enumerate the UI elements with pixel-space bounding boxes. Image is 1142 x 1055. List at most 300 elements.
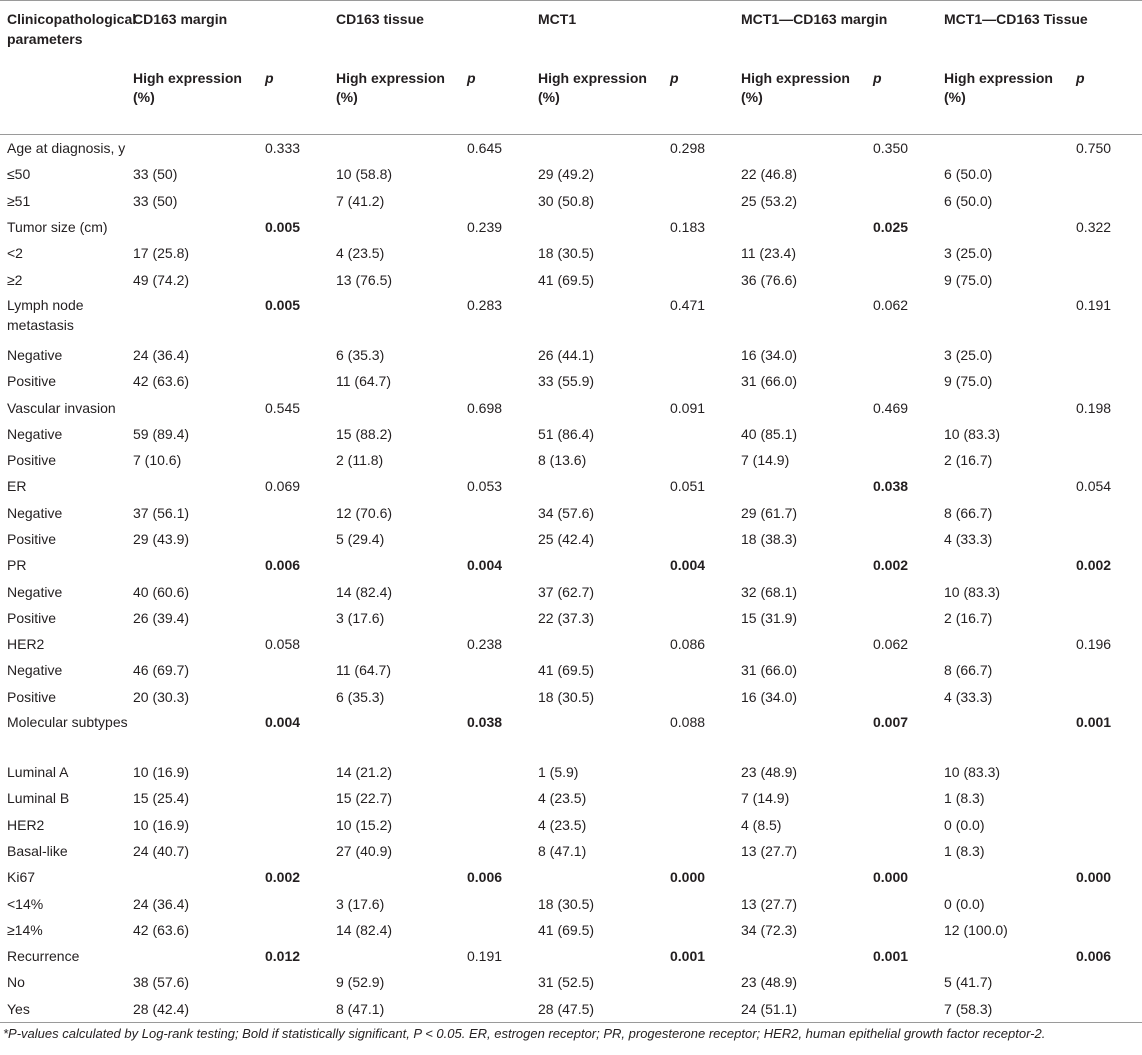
table-row xyxy=(0,969,1142,995)
cell-p-value xyxy=(265,917,336,943)
cell-high-expression: 17 (25.8) xyxy=(133,245,190,262)
cell-high-expression xyxy=(133,214,265,240)
cell-p-value xyxy=(873,684,944,710)
cell-p-value: 0.333 xyxy=(265,140,301,157)
table-row xyxy=(0,684,1142,710)
cell-high-expression xyxy=(944,710,1076,759)
cell-p-value xyxy=(265,368,336,394)
cell-high-expression: 3 (25.0) xyxy=(944,245,993,262)
cell-p-value xyxy=(873,526,944,552)
cell-p-value xyxy=(265,996,336,1023)
header-group-cd163-tissue: CD163 tissue xyxy=(336,1,538,67)
row-label: No xyxy=(7,974,25,991)
row-label: ≥51 xyxy=(7,192,31,209)
cell-p-value xyxy=(265,657,336,683)
cell-high-expression: 5 (41.7) xyxy=(944,974,993,991)
row-label: Negative xyxy=(7,662,63,679)
cell-p-value xyxy=(467,188,538,214)
header-row-sub xyxy=(0,66,1142,135)
cell-high-expression: 33 (50) xyxy=(133,192,178,209)
cell-p-value: 0.000 xyxy=(1076,869,1112,886)
table-row xyxy=(0,214,1142,240)
header-group-mct1-cd163-margin: MCT1—CD163 margin xyxy=(741,1,944,67)
cell-high-expression xyxy=(741,394,873,420)
cell-p-value: 0.002 xyxy=(265,869,301,886)
header-group-cd163-margin: CD163 margin xyxy=(133,1,336,67)
cell-high-expression: 26 (39.4) xyxy=(133,609,190,626)
cell-high-expression: 37 (62.7) xyxy=(538,583,595,600)
cell-high-expression xyxy=(741,864,873,890)
cell-p-value xyxy=(670,526,741,552)
cell-high-expression: 8 (66.7) xyxy=(944,504,993,521)
cell-p-value xyxy=(873,240,944,266)
cell-high-expression: 29 (49.2) xyxy=(538,166,595,183)
cell-p-value xyxy=(265,161,336,187)
row-label: PR xyxy=(7,557,27,574)
cell-p-value xyxy=(467,500,538,526)
cell-p-value xyxy=(1076,684,1142,710)
cell-high-expression: 4 (23.5) xyxy=(538,816,587,833)
header-sub-high: High expression (%) xyxy=(741,66,873,135)
cell-high-expression: 3 (17.6) xyxy=(336,895,385,912)
cell-p-value xyxy=(1076,996,1142,1023)
table-row xyxy=(0,500,1142,526)
cell-high-expression: 18 (30.5) xyxy=(538,895,595,912)
row-label: Lymph node metastasis xyxy=(7,296,84,333)
cell-high-expression: 37 (56.1) xyxy=(133,504,190,521)
cell-high-expression xyxy=(336,214,467,240)
cell-p-value: 0.002 xyxy=(873,557,909,574)
cell-p-value xyxy=(670,785,741,811)
cell-high-expression: 18 (30.5) xyxy=(538,688,595,705)
cell-high-expression: 7 (41.2) xyxy=(336,192,385,209)
cell-p-value xyxy=(873,368,944,394)
cell-high-expression xyxy=(944,293,1076,342)
cell-p-value: 0.239 xyxy=(467,219,503,236)
row-label: Luminal B xyxy=(7,790,70,807)
cell-high-expression: 4 (8.5) xyxy=(741,816,782,833)
cell-p-value xyxy=(1076,578,1142,604)
row-label: ER xyxy=(7,478,27,495)
cell-high-expression xyxy=(336,710,467,759)
cell-high-expression: 8 (66.7) xyxy=(944,662,993,679)
cell-p-value: 0.298 xyxy=(670,140,706,157)
cell-high-expression: 28 (47.5) xyxy=(538,996,670,1023)
row-label: Tumor size (cm) xyxy=(7,219,108,236)
header-sub-p: p xyxy=(467,66,538,135)
header-sub-high: High expression (%) xyxy=(336,66,467,135)
cell-high-expression: 25 (42.4) xyxy=(538,531,595,547)
row-label: Negative xyxy=(7,504,63,521)
cell-high-expression: 2 (11.8) xyxy=(336,452,384,469)
cell-p-value xyxy=(873,785,944,811)
cell-high-expression: 10 (15.2) xyxy=(336,816,393,833)
cell-p-value xyxy=(670,917,741,943)
cell-high-expression: 42 (63.6) xyxy=(133,373,190,390)
cell-high-expression: 4 (33.3) xyxy=(944,688,993,705)
cell-p-value xyxy=(265,812,336,838)
cell-high-expression: 10 (58.8) xyxy=(336,166,393,183)
row-label: Age at diagnosis, y xyxy=(7,140,126,157)
table-row xyxy=(0,578,1142,604)
cell-high-expression: 5 (29.4) xyxy=(336,531,385,547)
cell-p-value xyxy=(467,684,538,710)
cell-p-value xyxy=(467,969,538,995)
cell-high-expression: 33 (55.9) xyxy=(538,373,595,390)
table-row xyxy=(0,890,1142,916)
cell-high-expression xyxy=(538,943,670,969)
cell-p-value: 0.698 xyxy=(467,399,503,416)
cell-p-value xyxy=(1076,368,1142,394)
cell-p-value xyxy=(670,161,741,187)
cell-high-expression: 14 (82.4) xyxy=(336,583,393,600)
cell-high-expression: 22 (37.3) xyxy=(538,609,595,626)
cell-high-expression: 8 (47.1) xyxy=(538,842,587,859)
cell-p-value: 0.038 xyxy=(467,713,503,730)
table-body xyxy=(0,135,1142,1023)
cell-high-expression: 10 (83.3) xyxy=(944,425,1001,442)
cell-high-expression: 41 (69.5) xyxy=(538,271,595,288)
cell-high-expression: 42 (63.6) xyxy=(133,921,190,938)
cell-p-value xyxy=(873,421,944,447)
cell-p-value: 0.051 xyxy=(670,478,706,495)
cell-p-value xyxy=(467,161,538,187)
cell-high-expression: 15 (88.2) xyxy=(336,425,393,442)
cell-high-expression xyxy=(538,473,670,499)
table-row xyxy=(0,266,1142,292)
cell-high-expression: 8 (47.1) xyxy=(336,996,467,1023)
cell-high-expression xyxy=(944,943,1076,969)
row-label: Positive xyxy=(7,452,57,469)
cell-p-value xyxy=(1076,342,1142,368)
row-label: Negative xyxy=(7,425,63,442)
cell-p-value: 0.006 xyxy=(1076,948,1112,965)
cell-p-value: 0.198 xyxy=(1076,399,1112,416)
cell-p-value xyxy=(1076,161,1142,187)
cell-high-expression xyxy=(538,552,670,578)
cell-p-value xyxy=(265,240,336,266)
cell-high-expression: 13 (76.5) xyxy=(336,271,393,288)
cell-high-expression: 11 (23.4) xyxy=(741,245,796,262)
cell-p-value xyxy=(467,368,538,394)
cell-p-value xyxy=(873,969,944,995)
cell-p-value xyxy=(467,657,538,683)
cell-p-value xyxy=(1076,447,1142,473)
cell-high-expression: 4 (33.3) xyxy=(944,531,993,547)
cell-p-value: 0.183 xyxy=(670,219,706,236)
cell-p-value xyxy=(670,657,741,683)
cell-p-value xyxy=(1076,657,1142,683)
cell-p-value xyxy=(467,240,538,266)
table-row xyxy=(0,342,1142,368)
cell-high-expression xyxy=(741,631,873,657)
cell-high-expression: 6 (50.0) xyxy=(944,166,993,183)
cell-p-value xyxy=(1076,890,1142,916)
cell-high-expression: 31 (52.5) xyxy=(538,974,595,991)
cell-p-value xyxy=(1076,838,1142,864)
cell-high-expression: 33 (50) xyxy=(133,166,178,183)
cell-high-expression: 12 (100.0) xyxy=(944,921,1008,938)
cell-p-value xyxy=(670,342,741,368)
cell-p-value: 0.007 xyxy=(873,713,909,730)
cell-high-expression: 3 (17.6) xyxy=(336,609,385,626)
cell-p-value xyxy=(670,969,741,995)
cell-high-expression: 15 (31.9) xyxy=(741,609,798,626)
cell-p-value: 0.000 xyxy=(873,869,909,886)
cell-p-value xyxy=(670,996,741,1023)
row-label: Molecular subtypes xyxy=(7,713,128,730)
row-label: Vascular invasion xyxy=(7,399,116,416)
cell-p-value xyxy=(467,421,538,447)
row-label: <14% xyxy=(7,895,44,912)
cell-p-value xyxy=(1076,605,1142,631)
cell-p-value xyxy=(467,838,538,864)
row-label: Negative xyxy=(7,583,63,600)
cell-high-expression xyxy=(133,293,265,342)
cell-p-value xyxy=(873,917,944,943)
cell-high-expression: 13 (27.7) xyxy=(741,842,798,859)
cell-high-expression: 32 (68.1) xyxy=(741,583,798,600)
cell-p-value xyxy=(265,342,336,368)
table-row xyxy=(0,864,1142,890)
table-row xyxy=(0,812,1142,838)
table-row xyxy=(0,293,1142,342)
table-row xyxy=(0,161,1142,187)
cell-p-value xyxy=(467,578,538,604)
cell-high-expression: 8 (13.6) xyxy=(538,452,587,469)
cell-high-expression: 13 (27.7) xyxy=(741,895,798,912)
cell-high-expression xyxy=(336,293,467,342)
cell-high-expression: 6 (35.3) xyxy=(336,688,385,705)
cell-high-expression: 29 (61.7) xyxy=(741,504,798,521)
cell-p-value xyxy=(670,838,741,864)
cell-high-expression: 0 (0.0) xyxy=(944,816,985,833)
row-label: Recurrence xyxy=(7,948,80,965)
cell-p-value xyxy=(873,578,944,604)
header-group-mct1: MCT1 xyxy=(538,1,741,67)
cell-high-expression xyxy=(133,394,265,420)
cell-p-value: 0.086 xyxy=(670,636,706,653)
table-row xyxy=(0,473,1142,499)
cell-p-value xyxy=(873,161,944,187)
table-row xyxy=(0,394,1142,420)
cell-high-expression: 22 (46.8) xyxy=(741,166,798,183)
cell-high-expression: 51 (86.4) xyxy=(538,425,595,442)
cell-high-expression xyxy=(336,394,467,420)
cell-high-expression xyxy=(741,214,873,240)
cell-high-expression: 23 (48.9) xyxy=(741,764,798,781)
cell-p-value xyxy=(1076,500,1142,526)
header-group-mct1-cd163-tissue: MCT1—CD163 Tissue xyxy=(944,1,1142,67)
cell-p-value: 0.005 xyxy=(265,296,301,313)
cell-p-value: 0.005 xyxy=(265,219,301,236)
cell-high-expression: 34 (72.3) xyxy=(741,921,798,938)
cell-p-value: 0.012 xyxy=(265,948,301,965)
cell-p-value xyxy=(265,759,336,785)
cell-p-value xyxy=(265,421,336,447)
cell-high-expression: 25 (53.2) xyxy=(741,192,798,209)
cell-high-expression: 14 (21.2) xyxy=(336,764,393,781)
table-row xyxy=(0,188,1142,214)
cell-high-expression xyxy=(336,631,467,657)
cell-p-value xyxy=(670,759,741,785)
header-sub-p: p xyxy=(873,66,944,135)
table-row xyxy=(0,368,1142,394)
cell-high-expression: 20 (30.3) xyxy=(133,688,190,705)
cell-p-value xyxy=(467,890,538,916)
table-row xyxy=(0,996,1142,1023)
cell-high-expression: 46 (69.7) xyxy=(133,662,190,679)
cell-p-value: 0.088 xyxy=(670,713,706,730)
row-label: HER2 xyxy=(7,816,45,833)
cell-high-expression xyxy=(133,864,265,890)
cell-p-value xyxy=(670,266,741,292)
cell-p-value xyxy=(467,759,538,785)
cell-high-expression: 10 (83.3) xyxy=(944,583,1001,600)
table-row xyxy=(0,447,1142,473)
header-sub-empty xyxy=(0,66,133,135)
table-row xyxy=(0,605,1142,631)
cell-p-value: 0.545 xyxy=(265,399,301,416)
cell-high-expression: 41 (69.5) xyxy=(538,921,595,938)
cell-p-value: 0.350 xyxy=(873,140,909,157)
cell-p-value xyxy=(265,890,336,916)
table-row xyxy=(0,657,1142,683)
cell-p-value xyxy=(873,812,944,838)
cell-high-expression: 36 (76.6) xyxy=(741,271,798,288)
cell-high-expression: 1 (8.3) xyxy=(944,790,985,807)
cell-p-value xyxy=(670,188,741,214)
cell-high-expression: 24 (51.1) xyxy=(741,996,873,1023)
cell-p-value xyxy=(467,785,538,811)
cell-high-expression xyxy=(538,631,670,657)
cell-high-expression: 10 (16.9) xyxy=(133,816,190,833)
cell-high-expression: 40 (60.6) xyxy=(133,583,190,600)
cell-high-expression: 16 (34.0) xyxy=(741,688,798,705)
cell-high-expression xyxy=(944,394,1076,420)
cell-high-expression xyxy=(133,631,265,657)
cell-high-expression xyxy=(133,710,265,759)
cell-high-expression: 2 (16.7) xyxy=(944,452,993,469)
cell-p-value: 0.002 xyxy=(1076,557,1112,574)
row-label: Ki67 xyxy=(7,869,36,886)
cell-p-value xyxy=(1076,917,1142,943)
table-row xyxy=(0,135,1142,162)
cell-p-value: 0.091 xyxy=(670,399,706,416)
cell-high-expression: 6 (35.3) xyxy=(336,346,385,363)
cell-high-expression xyxy=(336,473,467,499)
cell-p-value xyxy=(670,368,741,394)
cell-high-expression: 7 (14.9) xyxy=(741,452,790,469)
cell-p-value: 0.053 xyxy=(467,478,503,495)
cell-p-value xyxy=(873,657,944,683)
row-label: Positive xyxy=(7,688,57,705)
cell-p-value xyxy=(670,500,741,526)
cell-p-value xyxy=(467,812,538,838)
cell-p-value xyxy=(265,969,336,995)
row-label: Positive xyxy=(7,531,57,547)
cell-p-value: 0.062 xyxy=(873,296,909,313)
row-label: Negative xyxy=(7,346,63,363)
cell-p-value: 0.238 xyxy=(467,636,503,653)
cell-high-expression: 15 (22.7) xyxy=(336,790,393,807)
cell-high-expression: 2 (16.7) xyxy=(944,609,993,626)
table-row xyxy=(0,240,1142,266)
row-label: ≥14% xyxy=(7,921,43,938)
cell-p-value xyxy=(1076,240,1142,266)
cell-p-value: 0.069 xyxy=(265,478,301,495)
cell-high-expression: 10 (16.9) xyxy=(133,764,190,781)
table-row xyxy=(0,421,1142,447)
cell-high-expression xyxy=(741,710,873,759)
cell-high-expression: 40 (85.1) xyxy=(741,425,798,442)
cell-high-expression xyxy=(538,293,670,342)
table-footnote: *P-values calculated by Log-rank testing; Bold if statistically significant, P < 0.05. ER, estrogen receptor; PR, progesterone receptor; HER2, human epithelial growth factor receptor-2. xyxy=(3,1026,1046,1041)
row-label: ≥2 xyxy=(7,271,23,288)
cell-p-value: 0.001 xyxy=(1076,713,1112,730)
table-row xyxy=(0,552,1142,578)
cell-high-expression: 24 (40.7) xyxy=(133,842,190,859)
cell-high-expression xyxy=(538,135,670,162)
cell-high-expression: 49 (74.2) xyxy=(133,271,190,288)
cell-high-expression xyxy=(944,473,1076,499)
cell-high-expression xyxy=(944,631,1076,657)
cell-p-value xyxy=(265,526,336,552)
row-label: HER2 xyxy=(7,636,45,653)
cell-p-value: 0.469 xyxy=(873,399,909,416)
cell-high-expression xyxy=(538,710,670,759)
cell-high-expression xyxy=(133,135,265,162)
row-label: Positive xyxy=(7,373,57,390)
cell-high-expression: 27 (40.9) xyxy=(336,842,393,859)
header-row-groups xyxy=(0,1,1142,67)
table-row xyxy=(0,526,1142,552)
cell-p-value: 0.645 xyxy=(467,140,503,157)
cell-high-expression: 10 (83.3) xyxy=(944,764,1001,781)
cell-p-value xyxy=(670,605,741,631)
cell-p-value: 0.006 xyxy=(265,557,301,574)
cell-high-expression: 31 (66.0) xyxy=(741,662,798,679)
cell-p-value: 0.750 xyxy=(1076,140,1112,157)
cell-p-value: 0.001 xyxy=(873,948,909,965)
cell-high-expression: 18 (30.5) xyxy=(538,245,595,262)
cell-high-expression: 34 (57.6) xyxy=(538,504,595,521)
cell-high-expression xyxy=(741,943,873,969)
header-sub-p: p xyxy=(265,66,336,135)
cell-high-expression: 24 (36.4) xyxy=(133,346,190,363)
cell-p-value xyxy=(265,188,336,214)
cell-high-expression xyxy=(133,552,265,578)
cell-high-expression: 15 (25.4) xyxy=(133,790,190,807)
table-row xyxy=(0,943,1142,969)
cell-p-value xyxy=(1076,421,1142,447)
cell-p-value xyxy=(1076,759,1142,785)
row-label: Positive xyxy=(7,609,57,626)
cell-p-value xyxy=(670,890,741,916)
cell-p-value: 0.001 xyxy=(670,948,706,965)
cell-p-value xyxy=(1076,266,1142,292)
cell-p-value xyxy=(265,785,336,811)
cell-p-value xyxy=(670,240,741,266)
cell-p-value xyxy=(467,342,538,368)
cell-high-expression xyxy=(538,394,670,420)
cell-p-value xyxy=(670,447,741,473)
header-sub-high: High expression (%) xyxy=(133,66,265,135)
cell-high-expression xyxy=(538,214,670,240)
cell-high-expression: 6 (50.0) xyxy=(944,192,993,209)
cell-p-value xyxy=(873,759,944,785)
cell-p-value: 0.006 xyxy=(467,869,503,886)
